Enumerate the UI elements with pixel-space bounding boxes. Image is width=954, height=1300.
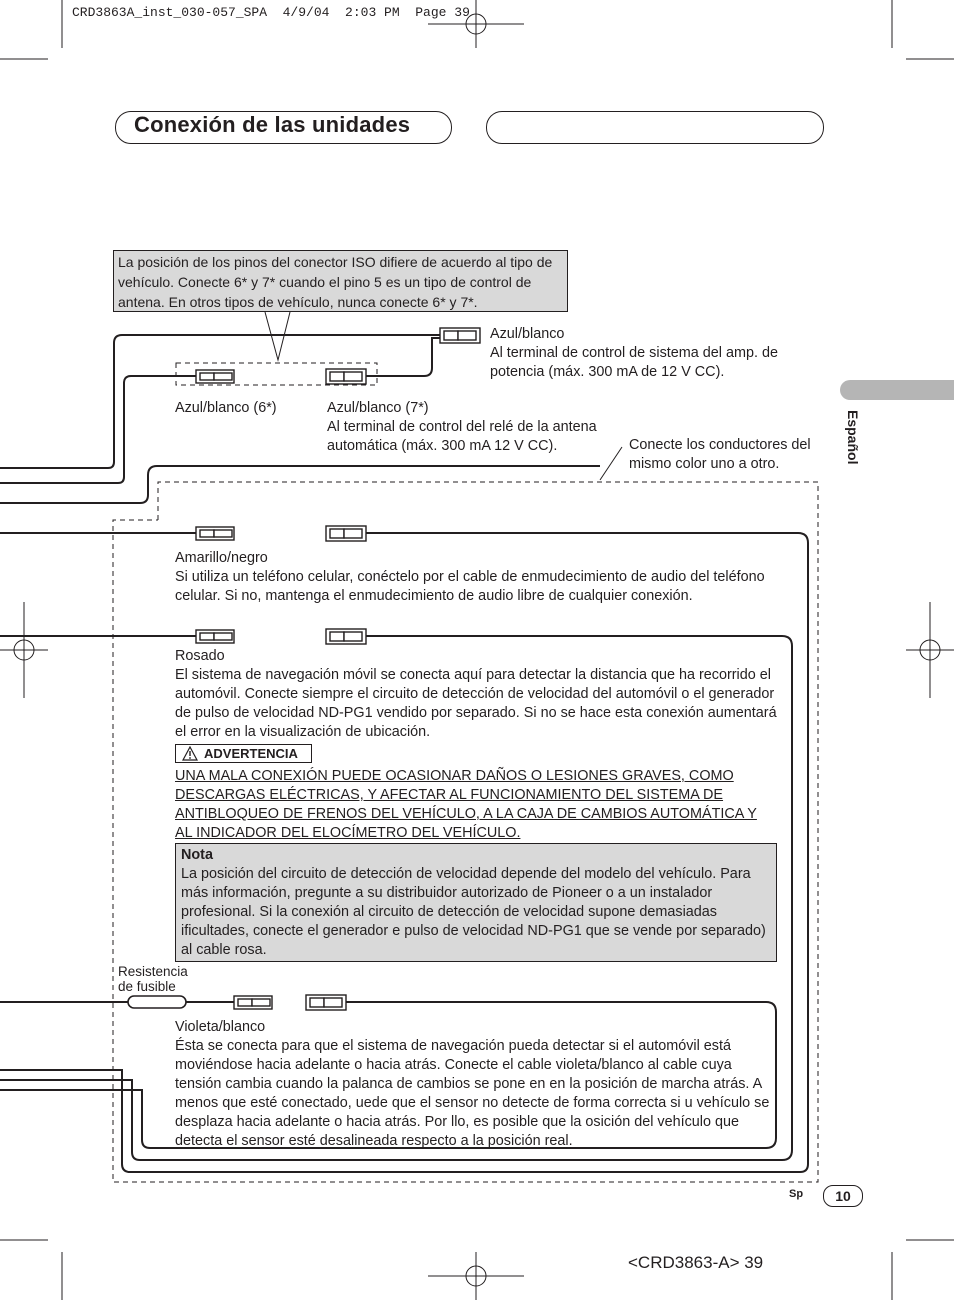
warning-text: UNA MALA CONEXIÓN PUEDE OCASIONAR DAÑOS O LESIONES GRAVES, COMO DESCARGAS ELÉCTRICAS, Y AFECTAR AL FUNCIONAMIENTO DEL SISTEMA DE ANTIBLOQUEO DE FRENOS DEL VEHÍCULO, A LA CAJA DE CAMBIOS AUTOMÁTICA Y AL INDICADOR DEL ELOCÍMETRO DEL VEHÍCULO. <box>175 768 757 841</box>
connector-female <box>326 526 366 541</box>
connector-female <box>326 629 366 644</box>
violeta-blanco-block <box>175 1018 775 1151</box>
fuse-label-line-2: de fusible <box>118 979 176 994</box>
language-code: Sp <box>789 1188 804 1200</box>
warning-icon <box>182 746 198 761</box>
connector-male <box>196 370 234 383</box>
connector-female <box>326 369 366 384</box>
language-tab-bar <box>840 380 954 400</box>
violeta-blanco-desc: Ésta se conecta para que el sistema de navegación pueda detectar si el automóvil está moviéndose hacia adelante o hacia atrás. Conecte el cable violeta/blanco al cable cuya tensión cambia cuando la palanca de cambios se pone en en la posición de marcha atrás. A menos que esté conectado, uede que el sensor no detecte de forma correcta si u vehículo se desplaza hacia adelante o hacia atrás. Por llo, es posible que la osición del vehículo que detecta el sensor esté desalineada respecto a la posición real. <box>175 1038 770 1149</box>
note-text: La posición del circuito de detección de velocidad depende del modelo del vehículo. Para más información, pregunte a su distribuidor autorizado de Pioneer o a un instalador profesional. Si la conexión al circuito de detección de velocidad supone demasiadas ificultades, conecte el generador e pulso de velocidad ND-PG1 que se vende por separado) al cable rosa. <box>181 866 766 958</box>
same-color-note: Conecte los conductores del mismo color uno a otro. <box>629 437 811 472</box>
amarillo-negro-block <box>175 549 775 606</box>
azul-blanco-block <box>490 325 820 382</box>
rosado-block <box>175 647 780 742</box>
rosado-desc: El sistema de navegación móvil se conecta aquí para detectar la distancia que ha recorrido el automóvil. Conecte siempre el circuito de detección de velocidad del automóvil o el generador de pulso de velocidad ND-PG1 vendido por separado. Si no se hace esta conexión aumentará el error en la visualización de ubicación. <box>175 667 777 740</box>
amarillo-negro-desc: Si utiliza un teléfono celular, conéctelo por el cable de enmudecimiento de audio del teléfono celular. Si no, mantenga el enmudecimiento de audio libre de cualquier conexión. <box>175 569 765 604</box>
language-tab-label: Español <box>845 410 861 465</box>
azul-blanco-6-label: Azul/blanco (6*) <box>175 400 277 416</box>
rosado-label: Rosado <box>175 648 225 664</box>
azul-blanco-desc: Al terminal de control de sistema del amp. de potencia (máx. 300 mA de 12 V CC). <box>490 345 778 380</box>
connector-male <box>196 630 234 643</box>
warning-badge <box>175 744 312 763</box>
amarillo-negro-label: Amarillo/negro <box>175 550 268 566</box>
connector-female <box>306 995 346 1010</box>
connector-male <box>234 996 272 1009</box>
azul-blanco-7-desc: Al terminal de control del relé de la antena automática (máx. 300 mA 12 V CC). <box>327 419 597 454</box>
azul-blanco-7-label: Azul/blanco (7*) <box>327 400 429 416</box>
page-number: 10 <box>823 1185 863 1207</box>
violeta-blanco-label: Violeta/blanco <box>175 1019 266 1035</box>
azul-blanco-label: Azul/blanco <box>490 326 565 342</box>
note-label: Nota <box>181 847 213 863</box>
fuse-resistor <box>128 996 186 1008</box>
connector-female <box>440 328 480 343</box>
fuse-label <box>118 964 188 994</box>
azul-blanco-7-block <box>327 399 627 456</box>
iso-note-callout: La posición de los pinos del conector ISO difiere de acuerdo al tipo de vehículo. Conecte 6* y 7* cuando el pino 5 es un tipo de control de antena. En otros tipos de vehículo, nunca conecte 6* y 7*. <box>113 250 568 312</box>
note-box <box>175 843 777 962</box>
document-code: <CRD3863-A> 39 <box>628 1253 764 1272</box>
print-slug: CRD3863A_inst_030-057_SPA 4/9/04 2:03 PM Page 39 <box>72 5 470 20</box>
page-title: Conexión de las unidades <box>134 112 411 137</box>
connector-male <box>196 527 234 540</box>
header-empty-frame <box>486 111 824 144</box>
warning-label: ADVERTENCIA <box>204 746 298 761</box>
fuse-label-line-1: Resistencia <box>118 964 188 979</box>
